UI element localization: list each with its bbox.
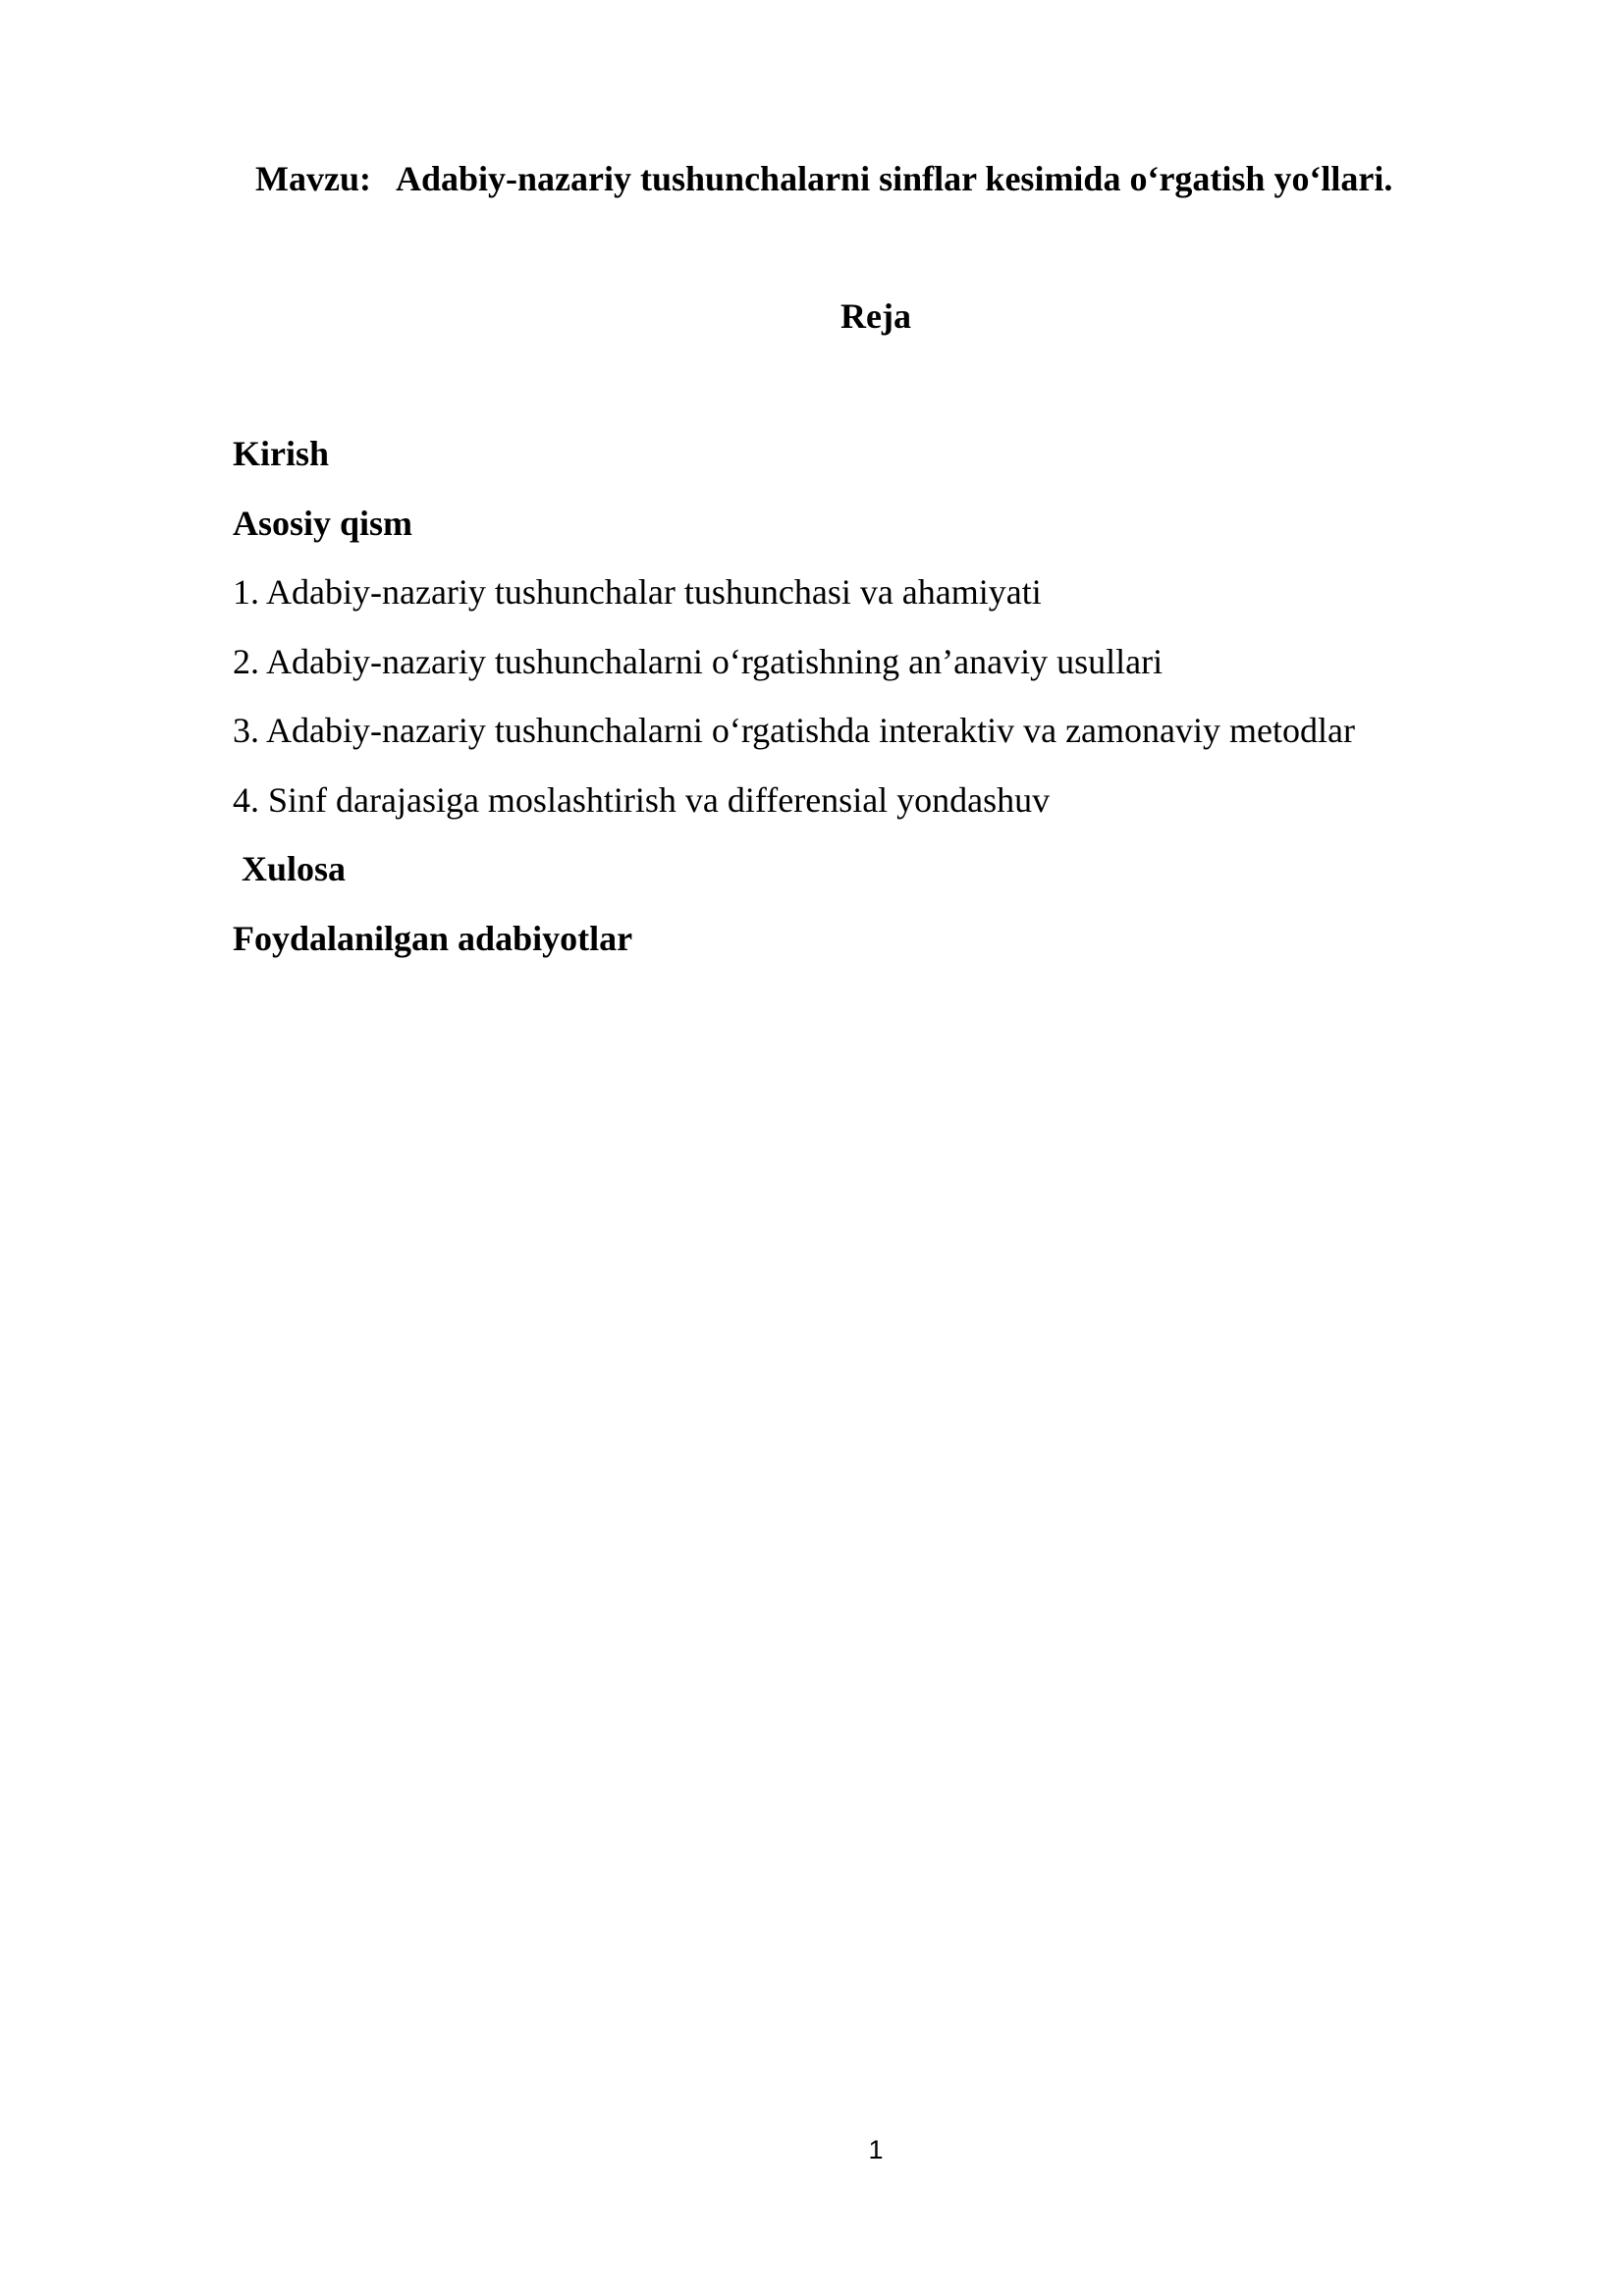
plan-item-4: 4. Sinf darajasiga moslashtirish va differensial yondashuv xyxy=(233,779,1051,820)
plan-item-main-part: Asosiy qism xyxy=(233,503,413,543)
document-title: Mavzu: Adabiy-nazariy tushunchalarni sinflar kesimida o‘rgatish yo‘llari. xyxy=(255,159,1393,198)
plan-item-introduction: Kirish xyxy=(233,434,330,473)
plan-item-2: 2. Adabiy-nazariy tushunchalarni o‘rgatishning an’anaviy usullari xyxy=(233,641,1164,681)
plan-item-3: 3. Adabiy-nazariy tushunchalarni o‘rgatishda interaktiv va zamonaviy metodlar xyxy=(233,711,1355,750)
plan-list xyxy=(233,430,1355,984)
plan-heading: Reja xyxy=(840,296,911,336)
plan-item-1: 1. Adabiy-nazariy tushunchalar tushunchasi va ahamiyati xyxy=(233,572,1042,612)
plan-item-conclusion: Xulosa xyxy=(242,849,347,888)
plan-item-references: Foydalanilgan adabiyotlar xyxy=(233,918,633,958)
page-number: 1 xyxy=(868,2135,884,2164)
